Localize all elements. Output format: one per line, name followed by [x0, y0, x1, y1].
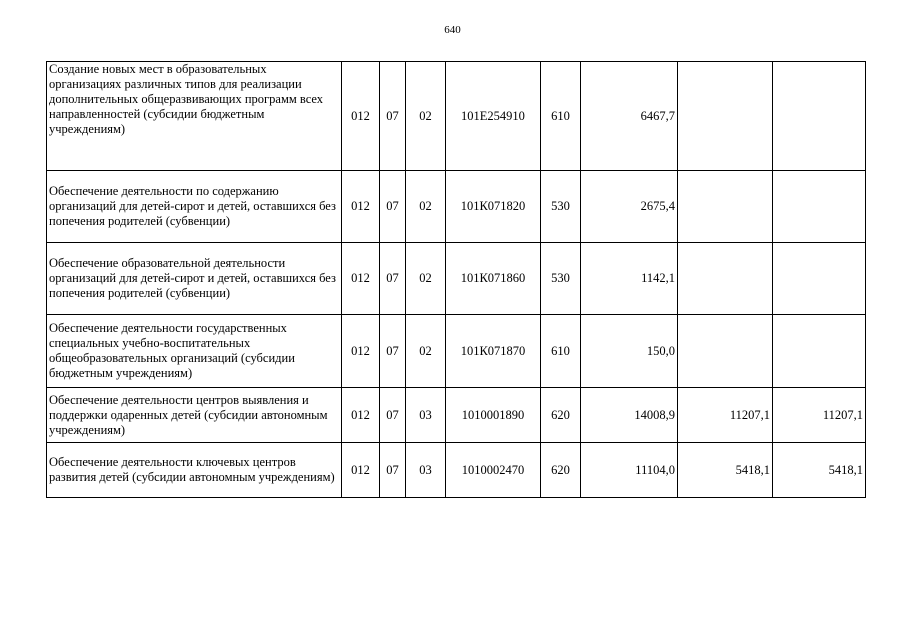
subsection-code: 02 [406, 243, 446, 315]
subsection-code: 03 [406, 443, 446, 498]
table-row [47, 243, 866, 315]
section-code: 07 [380, 171, 406, 243]
ministry-code: 012 [342, 62, 380, 171]
amount-2 [678, 243, 773, 315]
ministry-code: 012 [342, 243, 380, 315]
target-article-code: 1010002470 [446, 443, 541, 498]
row-description: Обеспечение деятельности государственных специальных учебно-воспитательных общеобразовательных организаций (субсидии бюджетным учреждениям) [47, 315, 342, 388]
row-description: Обеспечение деятельности ключевых центров развития детей (субсидии автономным учреждениям) [47, 443, 342, 498]
amount-1: 11104,0 [581, 443, 678, 498]
amount-1: 150,0 [581, 315, 678, 388]
amount-1: 6467,7 [581, 62, 678, 171]
target-article-code: 101К071870 [446, 315, 541, 388]
row-description: Обеспечение образовательной деятельности организаций для детей-сирот и детей, оставшихся без попечения родителей (субвенции) [47, 243, 342, 315]
expense-type-code: 530 [541, 243, 581, 315]
table-row [47, 443, 866, 498]
amount-3 [773, 243, 866, 315]
row-description: Обеспечение деятельности центров выявления и поддержки одаренных детей (субсидии автономным учреждениям) [47, 388, 342, 443]
ministry-code: 012 [342, 443, 380, 498]
target-article-code: 101К071860 [446, 243, 541, 315]
ministry-code: 012 [342, 171, 380, 243]
table-row [47, 315, 866, 388]
subsection-code: 02 [406, 171, 446, 243]
section-code: 07 [380, 443, 406, 498]
amount-2 [678, 62, 773, 171]
section-code: 07 [380, 315, 406, 388]
subsection-code: 03 [406, 388, 446, 443]
budget-table [46, 61, 866, 498]
expense-type-code: 610 [541, 62, 581, 171]
subsection-code: 02 [406, 315, 446, 388]
amount-2 [678, 171, 773, 243]
amount-2 [678, 315, 773, 388]
subsection-code: 02 [406, 62, 446, 171]
amount-1: 1142,1 [581, 243, 678, 315]
row-description: Создание новых мест в образовательных организациях различных типов для реализации дополнительных общеразвивающих программ всех направленностей (субсидии бюджетным учреждениям) [47, 62, 342, 171]
amount-1: 14008,9 [581, 388, 678, 443]
section-code: 07 [380, 62, 406, 171]
row-description: Обеспечение деятельности по содержанию организаций для детей-сирот и детей, оставшихся без попечения родителей (субвенции) [47, 171, 342, 243]
ministry-code: 012 [342, 388, 380, 443]
amount-2: 11207,1 [678, 388, 773, 443]
expense-type-code: 530 [541, 171, 581, 243]
table-row [47, 171, 866, 243]
target-article-code: 1010001890 [446, 388, 541, 443]
section-code: 07 [380, 243, 406, 315]
expense-type-code: 610 [541, 315, 581, 388]
expense-type-code: 620 [541, 388, 581, 443]
amount-3 [773, 171, 866, 243]
table-row [47, 388, 866, 443]
target-article-code: 101E254910 [446, 62, 541, 171]
amount-3: 11207,1 [773, 388, 866, 443]
section-code: 07 [380, 388, 406, 443]
expense-type-code: 620 [541, 443, 581, 498]
amount-1: 2675,4 [581, 171, 678, 243]
table-row [47, 62, 866, 171]
amount-3 [773, 315, 866, 388]
ministry-code: 012 [342, 315, 380, 388]
page-number: 640 [444, 24, 461, 36]
amount-3 [773, 62, 866, 171]
target-article-code: 101К071820 [446, 171, 541, 243]
amount-3: 5418,1 [773, 443, 866, 498]
amount-2: 5418,1 [678, 443, 773, 498]
